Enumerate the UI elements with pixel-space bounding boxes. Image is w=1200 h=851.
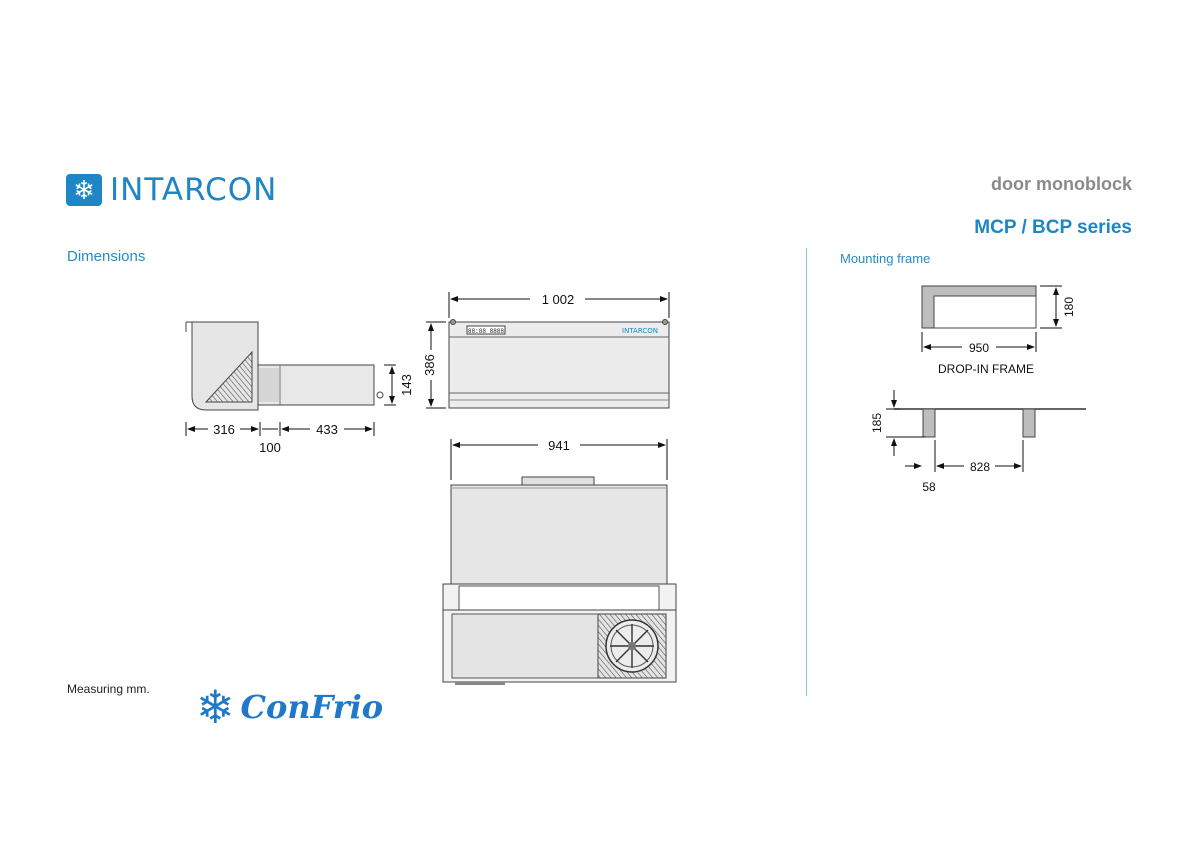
- dim-950: 950: [968, 341, 990, 355]
- drop-in-frame-caption: DROP-IN FRAME: [938, 362, 1034, 376]
- mounting-frame-heading: Mounting frame: [840, 251, 931, 266]
- product-type: door monoblock: [991, 174, 1132, 194]
- confrio-logo-text: ConFrio: [240, 688, 384, 726]
- control-panel-display: 88:88 8888: [467, 328, 505, 335]
- dim-58: 58: [922, 480, 936, 494]
- dim-1002: 1 002: [541, 292, 575, 307]
- unit-brand-label: INTARCON: [622, 327, 658, 335]
- dim-100: 100: [259, 440, 281, 455]
- top-dimensions: [451, 438, 667, 480]
- dim-185: 185: [870, 412, 884, 434]
- brand-name: INTARCON: [110, 172, 278, 208]
- dim-316: 316: [213, 422, 235, 437]
- dim-386: 386: [422, 354, 437, 376]
- dim-180: 180: [1062, 296, 1076, 318]
- snowflake-icon: ❄: [196, 681, 235, 733]
- side-view: [186, 322, 383, 410]
- dimensions-heading: Dimensions: [67, 248, 146, 265]
- snowflake-icon: ❄: [66, 174, 102, 206]
- dim-433: 433: [316, 422, 338, 437]
- dim-941: 941: [548, 438, 570, 453]
- dim-828: 828: [969, 460, 991, 474]
- frame-top-view: [922, 286, 1036, 328]
- series-title: MCP / BCP series: [974, 217, 1132, 238]
- frame-side-dimensions: [870, 390, 1023, 494]
- top-view: [443, 477, 676, 685]
- frame-side-view: [894, 409, 1086, 437]
- dim-143: 143: [399, 374, 414, 396]
- confrio-logo: [196, 681, 384, 733]
- front-view: [449, 320, 669, 409]
- measuring-note: Measuring mm.: [67, 682, 150, 696]
